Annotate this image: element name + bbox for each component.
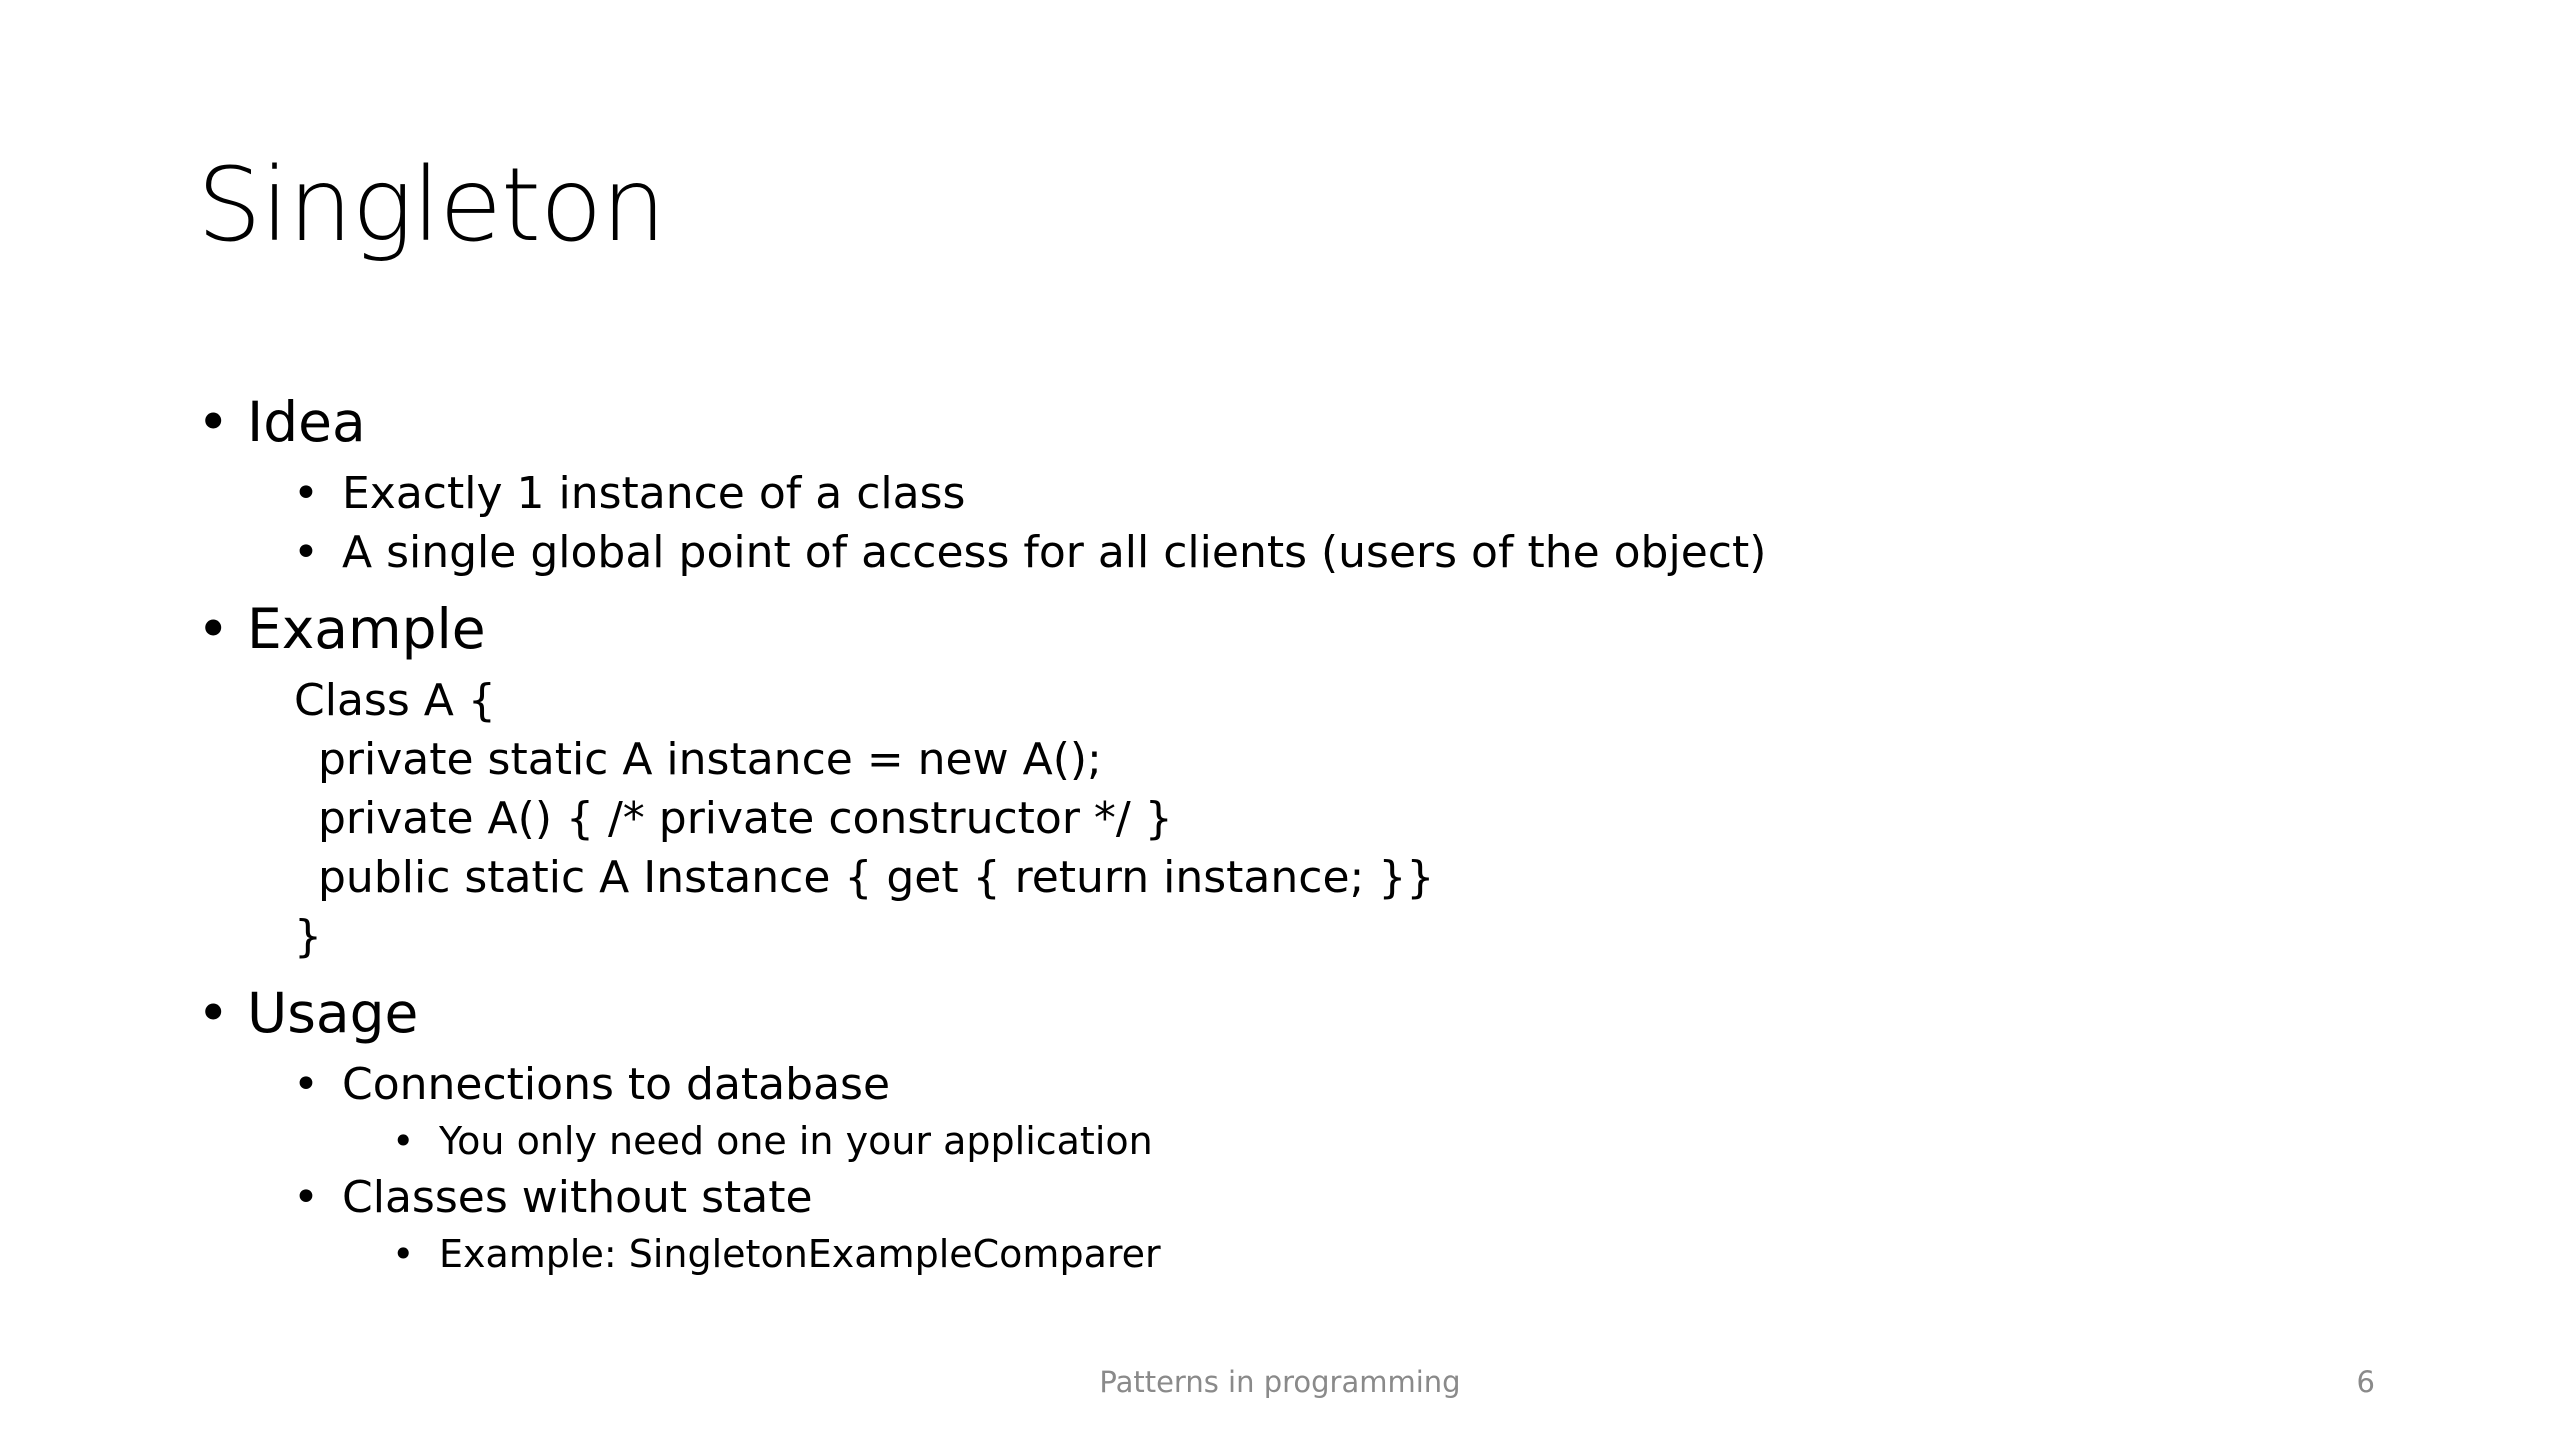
bullet-glyph: •	[197, 390, 230, 454]
bullet-glyph: •	[392, 1232, 415, 1276]
slide-title: Singleton	[197, 146, 666, 265]
code-line-3: private A() { /* private constructor */ }	[318, 793, 1173, 844]
bullet-glyph: •	[197, 597, 230, 661]
bullet-glyph: •	[293, 1172, 319, 1223]
bullet-text: You only need one in your application	[439, 1119, 1153, 1163]
bullet-text: Example: SingletonExampleComparer	[439, 1232, 1161, 1276]
bullet-text: Exactly 1 instance of a class	[342, 468, 966, 519]
code-line-5: }	[294, 911, 322, 962]
bullet-text: Connections to database	[342, 1059, 891, 1110]
sub-sub-bullet-usage-2	[197, 1227, 2397, 1281]
sub-bullet-usage-1	[197, 1055, 2397, 1114]
code-line-2: private static A instance = new A();	[318, 734, 1102, 785]
footer-title: Patterns in programming	[1099, 1365, 1461, 1399]
bullet-example	[197, 588, 2397, 671]
sub-bullet-usage-2	[197, 1168, 2397, 1227]
code-line-4: public static A Instance { get { return instance; }}	[318, 852, 1435, 903]
sub-bullet-idea-1	[197, 464, 2397, 523]
bullet-glyph: •	[293, 527, 319, 578]
sub-bullet-idea-2	[197, 523, 2397, 582]
bullet-glyph: •	[293, 468, 319, 519]
bullet-text: Idea	[247, 390, 366, 454]
page-number: 6	[2356, 1365, 2375, 1399]
slide-content	[197, 375, 2397, 1281]
sub-sub-bullet-usage-1	[197, 1114, 2397, 1168]
bullet-usage	[197, 972, 2397, 1055]
bullet-text: A single global point of access for all clients (users of the object)	[342, 527, 1767, 578]
bullet-glyph: •	[197, 981, 230, 1045]
bullet-text: Classes without state	[342, 1172, 813, 1223]
code-line-1: Class A {	[294, 675, 496, 726]
bullet-glyph: •	[293, 1059, 319, 1110]
bullet-text: Example	[247, 597, 486, 661]
bullet-text: Usage	[247, 981, 419, 1045]
bullet-idea	[197, 381, 2397, 464]
bullet-glyph: •	[392, 1119, 415, 1163]
